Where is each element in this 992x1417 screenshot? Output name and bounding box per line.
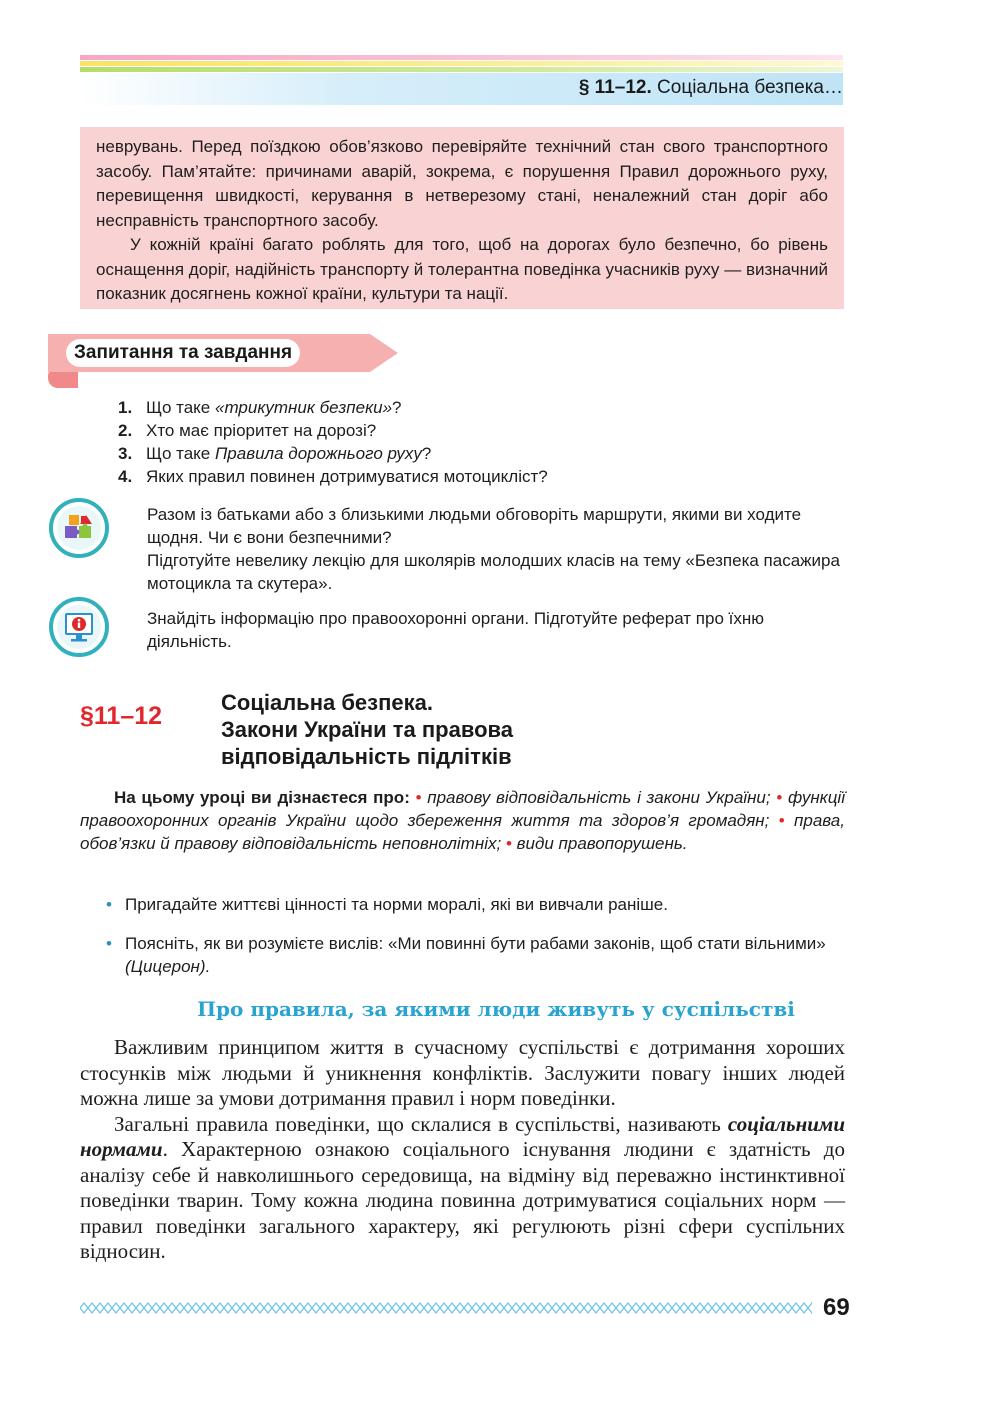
lesson-intro-item: права, обов’язки й правову відповідальність неповнолітніх; (80, 811, 845, 853)
quote-text: Поясніть, як ви розумієте вислів: «Ми повинні бути рабами законів, щоб стати вільними» (125, 934, 826, 953)
body-paragraph-2 (80, 1112, 845, 1265)
lesson-intro (80, 786, 845, 855)
bullet-dot-icon: • (106, 934, 112, 953)
group-task-1: Разом із батьками або з близькими людьми обговоріть маршрути, якими ви ходите щодня. Чи є вони безпечними? (147, 505, 802, 547)
header-stripe-green (80, 67, 843, 72)
question-item (118, 443, 431, 465)
info-task-text: Знайдіть інформацію про правоохоронні органи. Підготуйте реферат про їхню діяльність. (147, 609, 765, 651)
header-stripe-pink (80, 55, 843, 60)
section-title-line-2: Закони України та правова (221, 717, 513, 742)
info-task (147, 607, 845, 653)
question-emphasis: «трикутник безпеки» (214, 398, 393, 417)
recall-bullet-text: Пригадайте життєві цінності та норми моралі, які ви вивчали раніше. (125, 895, 668, 914)
bullet-dot-icon: • (415, 788, 422, 807)
lesson-intro-item: види правопорушень. (516, 834, 688, 853)
running-head-ref: § 11–12. (578, 77, 652, 98)
group-task (147, 503, 845, 595)
lesson-intro-lead: На цьому уроці ви дізнаєтеся про: (114, 788, 410, 807)
body-text (80, 1035, 845, 1265)
note-paragraph-2: У кожній країні багато роблять для того, щоб на дорогах було безпечно, бо рівень оснащення доріг, надійність транспорту й толерантна поведінка учасників руху — визначний показник досягнень кожної країни, культури та нації. (96, 235, 828, 303)
puzzle-icon (49, 498, 109, 558)
header-stripe-yellow (80, 61, 843, 66)
questions-banner-label: Запитання та завдання (66, 339, 300, 367)
body-paragraph-2-rest: . Характерною ознакою соціального існування людини є здатність до аналізу себе й навколишнього середовища, на відміну від переважно інстинктивної поведінки тварин. Тому кожна людина повинна дотримуватися соціальних норм — правил поведінки загального характеру, які регулюють різні сфери суспільних відносин. (80, 1137, 845, 1263)
subheading: Про правила, за якими люди живуть у суспільстві (197, 997, 795, 1021)
running-head (579, 77, 843, 99)
section-title-line-1: Соціальна безпека. (221, 690, 433, 715)
bullet-dot-icon: • (505, 834, 512, 853)
bullet-dot-icon: • (778, 811, 785, 830)
question-number: 2. (118, 421, 133, 440)
question-number: 3. (118, 444, 133, 463)
info-monitor-icon (49, 597, 109, 657)
quote-bullet (106, 932, 845, 978)
question-suffix: ? (421, 444, 432, 463)
question-item (118, 397, 402, 419)
note-box (80, 127, 844, 309)
question-emphasis: Правила дорожнього руху (214, 444, 422, 463)
footer-ornament (80, 1302, 812, 1314)
recall-bullet (106, 893, 845, 916)
page-number: 69 (823, 1294, 850, 1321)
question-number: 4. (118, 467, 133, 486)
body-paragraph-2-start: Загальні правила поведінки, що склалися в суспільстві, називають (114, 1111, 728, 1136)
question-number: 1. (118, 398, 133, 417)
section-number: §11–12 (80, 702, 163, 730)
body-paragraph-1: Важливим принципом життя в сучасному суспільстві є дотримання хороших стосунків між людьми й уникнення конфліктів. Заслужити повагу інших людей можна лише за умови дотримання правил і норм поведінки. (80, 1035, 845, 1110)
question-text: Яких правил повинен дотримуватися мотоцикліст? (146, 467, 548, 486)
question-text: Хто має пріоритет на дорозі? (146, 421, 377, 440)
quote-bullet-text (125, 932, 845, 978)
lesson-intro-item: функції правоохоронних органів України щодо збереження життя та здоров’я громадян; (80, 788, 845, 830)
question-text: Що таке (146, 398, 215, 417)
group-task-2: Підготуйте невелику лекцію для школярів молодших класів на тему «Безпека пасажира мотоцикла та скутера». (147, 551, 840, 593)
key-term: соціальними нормами (80, 1111, 845, 1161)
note-paragraph-1: неврувань. Перед поїздкою обов’язково перевіряйте технічний стан свого транспортного засобу. Пам’ятайте: причинами аварій, зокрема, є порушення Правил дорожнього руху, перевищення швидкості, керування в нетверезому стані, неналежний стан доріг або несправність транспортного засобу. (96, 137, 828, 230)
bullet-dot-icon: • (776, 788, 783, 807)
bullet-dot-icon: • (106, 895, 112, 914)
section-title-line-3: відповідальність підлітків (221, 744, 512, 769)
question-item (118, 466, 548, 488)
running-head-title: Соціальна безпека… (657, 77, 843, 98)
question-suffix: ? (392, 398, 402, 417)
quote-author: (Цицерон). (125, 957, 211, 976)
question-text: Що таке (146, 444, 215, 463)
section-title (221, 689, 513, 770)
lesson-intro-item: правову відповідальність і закони України; (427, 788, 771, 807)
question-item (118, 420, 376, 442)
